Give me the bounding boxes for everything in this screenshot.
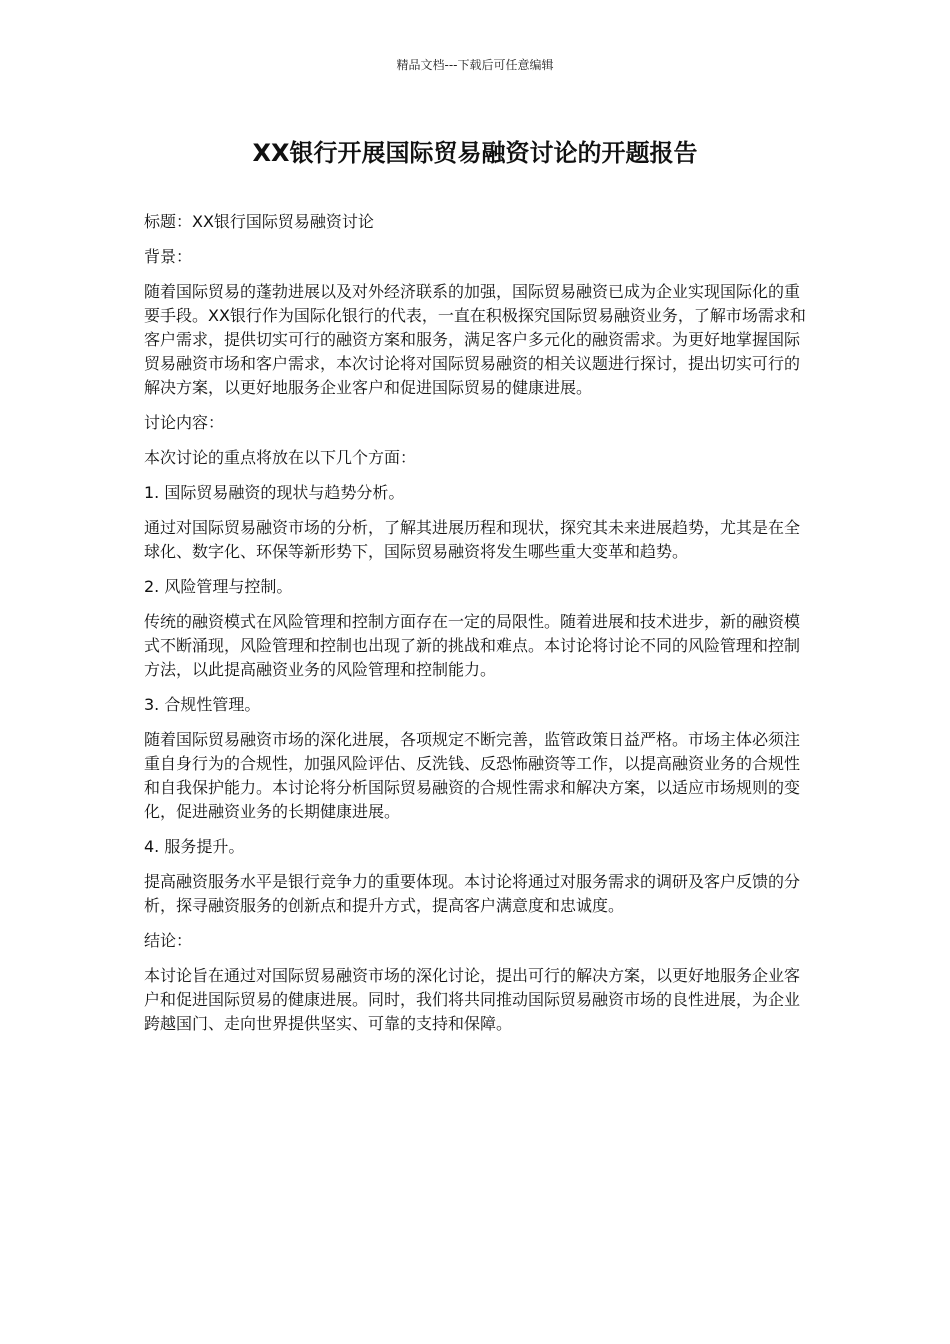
section-heading-conclusion: 结论： — [144, 931, 193, 950]
item-paragraph-3: 随着国际贸易融资市场的深化进展，各项规定不断完善，监管政策日益严格。市场主体必须注重自身行为的合规性，加强风险评估、反洗钱、反恐怖融资等工作，以提高融资业务的合规性和自我保护能力。本讨论将分析国际贸易融资的合规性需求和解决方案，以适应市场规则的变化，促进融资业务的长期健康进展。 — [144, 730, 801, 821]
item-heading-1: 1. 国际贸易融资的现状与趋势分析。 — [144, 483, 405, 502]
document-title: XX银行开展国际贸易融资讨论的开题报告 — [252, 139, 698, 167]
item-paragraph-4: 提高融资服务水平是银行竞争力的重要体现。本讨论将通过对服务需求的调研及客户反馈的分析，探寻融资服务的创新点和提升方式，提高客户满意度和忠诚度。 — [144, 872, 801, 915]
document-body — [144, 210, 810, 1047]
conclusion-paragraph: 本讨论旨在通过对国际贸易融资市场的深化讨论，提出可行的解决方案，以更好地服务企业客户和促进国际贸易的健康进展。同时，我们将共同推动国际贸易融资市场的良性进展，为企业跨越国门、走向世界提供坚实、可靠的支持和保障。 — [144, 966, 801, 1033]
discussion-intro: 本次讨论的重点将放在以下几个方面： — [144, 448, 417, 467]
item-heading-4: 4. 服务提升。 — [144, 837, 245, 856]
item-heading-3: 3. 合规性管理。 — [144, 695, 261, 714]
item-heading-2: 2. 风险管理与控制。 — [144, 577, 293, 596]
header-note: 精品文档---下载后可任意编辑 — [396, 58, 554, 72]
item-paragraph-2: 传统的融资模式在风险管理和控制方面存在一定的局限性。随着进展和技术进步，新的融资模式不断涌现，风险管理和控制也出现了新的挑战和难点。本讨论将讨论不同的风险管理和控制方法，以此提高融资业务的风险管理和控制能力。 — [144, 612, 801, 679]
subject-line: 标题：XX银行国际贸易融资讨论 — [144, 212, 374, 231]
item-paragraph-1: 通过对国际贸易融资市场的分析，了解其进展历程和现状，探究其未来进展趋势，尤其是在全球化、数字化、环保等新形势下，国际贸易融资将发生哪些重大变革和趋势。 — [144, 518, 801, 561]
background-paragraph: 随着国际贸易的蓬勃进展以及对外经济联系的加强，国际贸易融资已成为企业实现国际化的重要手段。XX银行作为国际化银行的代表，一直在积极探究国际贸易融资业务，了解市场需求和客户需求，提供切实可行的融资方案和服务，满足客户多元化的融资需求。为更好地掌握国际贸易融资市场和客户需求，本次讨论将对国际贸易融资的相关议题进行探讨，提出切实可行的解决方案，以更好地服务企业客户和促进国际贸易的健康进展。 — [144, 282, 806, 397]
section-heading-background: 背景： — [144, 247, 193, 266]
section-heading-discussion: 讨论内容： — [144, 413, 225, 432]
